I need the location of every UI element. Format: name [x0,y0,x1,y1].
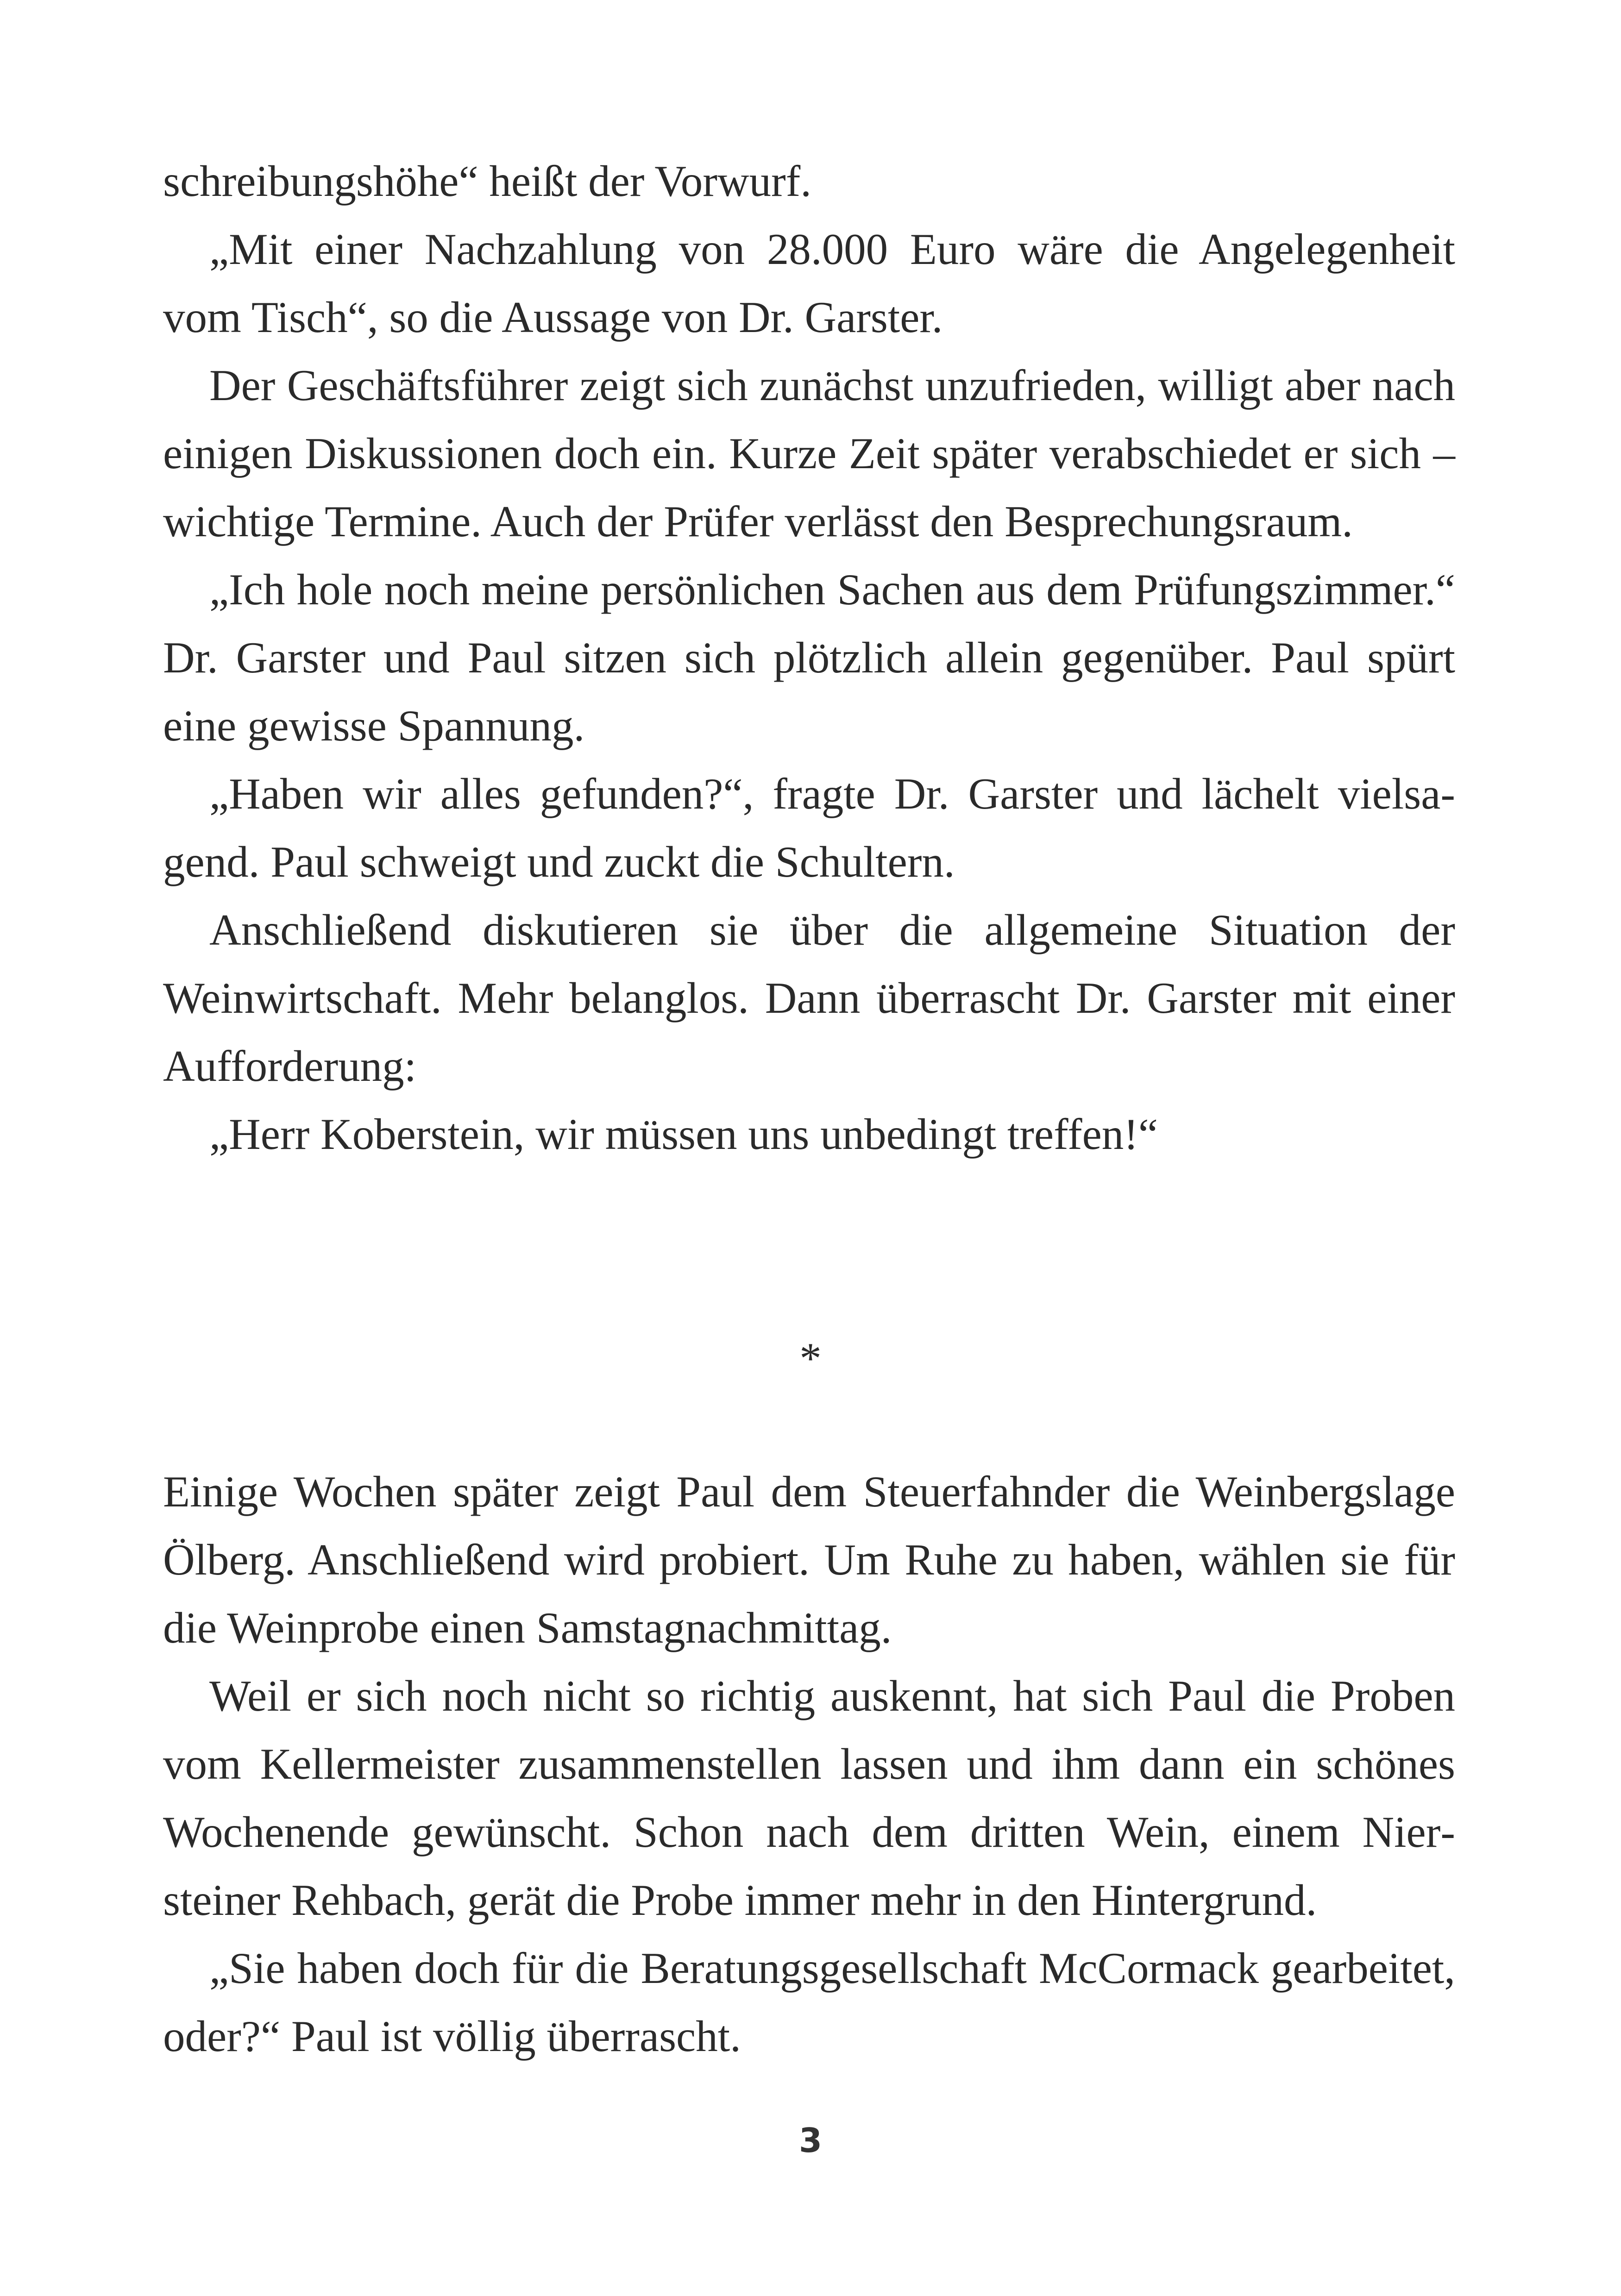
paragraph: Weil er sich noch nicht so richtig auskennt, hat sich Paul die Proben vom Kellermeister zusammenstellen lassen und ihm dann ein schönes Wochenende gewünscht. Schon nach dem dritten Wein, einem Niersteiner Rehbach, gerät die Probe immer mehr in den Hintergrund. [163,1671,1455,1925]
paragraph: „Herr Koberstein, wir müssen uns unbedingt treffen!“ [209,1110,1158,1159]
paragraph: Der Geschäftsführer zeigt sich zunächst unzufrieden, willigt aber nach einigen Diskussionen doch ein. Kurze Zeit später verabschiedet er sich – wichtige Termine. Auch der Prüfer verlässt den Besprechungsraum. [163,361,1455,546]
paragraph: Einige Wochen später zeigt Paul dem Steuerfahnder die Weinbergslage Ölberg. Anschließend wird probiert. Um Ruhe zu haben, wählen sie für die Weinprobe einen Samstagnachmittag. [163,1467,1455,1652]
paragraph: „Haben wir alles gefunden?“, fragte Dr. Garster und lächelt vielsagend. Paul schweigt und zuckt die Schultern. [163,769,1455,886]
paragraph: „Ich hole noch meine persönlichen Sachen aus dem Prüfungszimmer.“ Dr. Garster und Paul sitzen sich plötzlich allein gegenüber. Paul spürt eine gewisse Spannung. [163,565,1455,750]
paragraph: „Sie haben doch für die Beratungsgesellschaft McCormack gearbeitet, oder?“ Paul ist völlig überrascht. [163,1944,1455,2061]
page-number: 3 [798,2121,823,2160]
text-section-2 [163,1458,1455,2070]
paragraph: schreibungshöhe“ heißt der Vorwurf. [163,157,812,206]
text-section-1 [163,147,1455,1168]
paragraph: „Mit einer Nachzahlung von 28.000 Euro wäre die Angelegenheit vom Tisch“, so die Aussage von Dr. Garster. [163,225,1455,342]
paragraph: Anschließend diskutieren sie über die allgemeine Situation der Weinwirtschaft. Mehr belanglos. Dann überrascht Dr. Garster mit einer Aufforderung: [163,905,1455,1091]
section-separator: * [799,1334,822,1383]
